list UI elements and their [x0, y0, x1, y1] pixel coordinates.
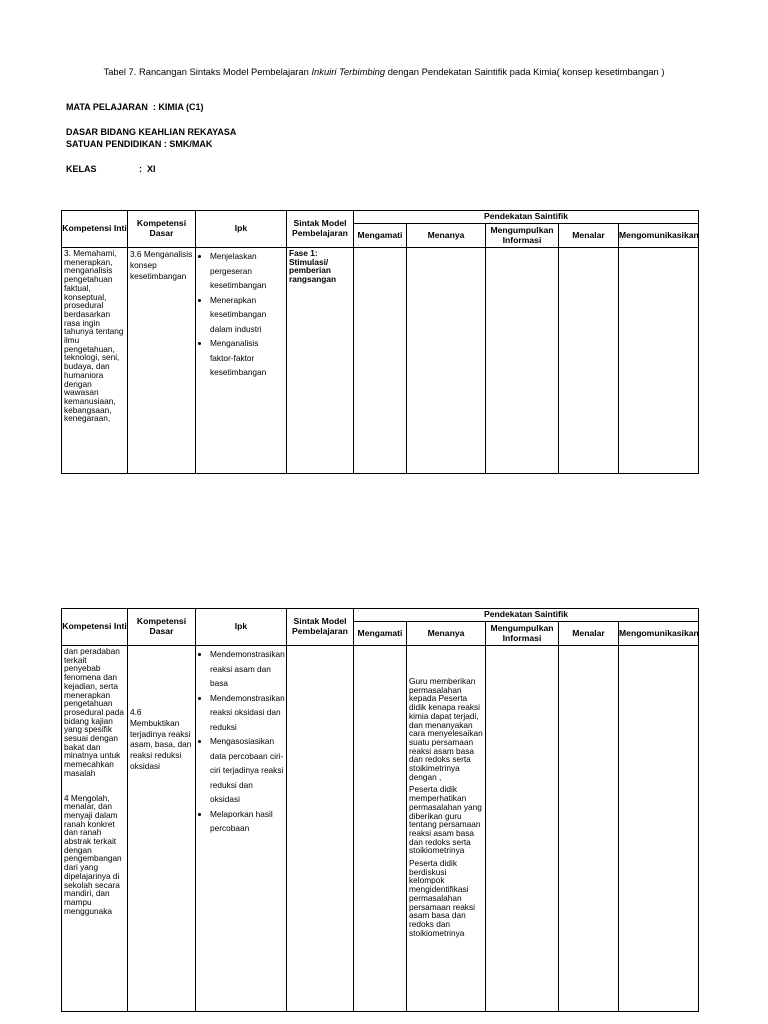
header-mengomunikasikan: Mengomunikasikan [619, 224, 699, 248]
header-pendekatan-saintifik: Pendekatan Saintifik [354, 609, 699, 622]
ipk-item: • Mengasosiasikan data percobaan ciri-ciri terjadinya reaksi reduksi dan oksidasi [210, 734, 284, 807]
ki-text-a: dan peradaban terkait penyebab fenomena dan kejadian, serta menerapkan pengetahuan prosedural pada bidang kajian yang spesifik sesuai dengan bakat dan minatnya untuk memecahkan masalah [64, 646, 124, 778]
kelas: KELAS : XI [66, 164, 156, 174]
ki-text-b: 4 Mengolah, menalar, dan menyaji dalam ranah konkret dan ranah abstrak terkait dengan pengembangan dari yang dipelajarinya di sekolah secara mandiri, dan mampu menggunaka [64, 792, 122, 916]
ki-cell: 3. Memahami, menerapkan, menganalisis pengetahuan faktual, konseptual, prosedural berdasarkan rasa ingin tahunya tentang ilmu pengetahuan, teknologi, seni, budaya, dan humaniora dengan wawasan kemanusiaan, kebangsaan, kenegaraan, [62, 248, 128, 474]
kd-cell: 3.6 Menganalisis konsep kesetimbangan [128, 248, 196, 474]
ipk-cell [196, 248, 287, 474]
ipk-item: • Menjelaskan pergeseran kesetimbangan [210, 249, 284, 293]
header-menanya: Menanya [407, 622, 486, 646]
header-kompetensi-dasar: Kompetensi Dasar [128, 609, 196, 646]
ki-cell [62, 646, 128, 1012]
mengamati-cell [354, 248, 407, 474]
header-mengamati: Mengamati [354, 224, 407, 248]
satuan-pendidikan: SATUAN PENDIDIKAN : SMK/MAK [66, 139, 213, 149]
kd-text: 4.6 Membuktikan terjadinya reaksi asam, basa, dan reaksi reduksi oksidasi [130, 707, 192, 771]
menanya-cell [407, 646, 486, 1012]
header-mengumpulkan: Mengumpulkan Informasi [486, 622, 559, 646]
sintak-cell [287, 646, 354, 1012]
header-sintak: Sintak Model Pembelajaran [287, 211, 354, 248]
sintak-fase-text: Stimulasi/ pemberian rangsangan [289, 256, 337, 285]
mata-pelajaran: MATA PELAJARAN : KIMIA (C1) [66, 102, 204, 112]
caption-italic: Inkuiri Terbimbing [311, 66, 386, 77]
sintaks-table-1 [61, 210, 699, 474]
header-kompetensi-dasar: Kompetensi Dasar [128, 211, 196, 248]
ipk-item: • Mendemonstrasikan reaksi asam dan basa [210, 647, 284, 691]
table-caption [0, 66, 768, 77]
sintak-fase-label: Fase 1: [289, 248, 318, 258]
header-menanya: Menanya [407, 224, 486, 248]
dasar-bidang: DASAR BIDANG KEAHLIAN REKAYASA [66, 127, 237, 137]
header-ipk: Ipk [196, 609, 287, 646]
caption-post: dengan Pendekatan Saintifik pada Kimia( konsep kesetimbangan ) [385, 66, 665, 77]
header-ipk: Ipk [196, 211, 287, 248]
caption-pre: Tabel 7. Rancangan Sintaks Model Pembelajaran [103, 66, 312, 77]
menalar-cell [559, 248, 619, 474]
header-mengomunikasikan: Mengomunikasikan [619, 622, 699, 646]
header-mengamati: Mengamati [354, 622, 407, 646]
ipk-item: • Menerapkan kesetimbangan dalam industri [210, 293, 284, 337]
menanya-cell [407, 248, 486, 474]
menalar-cell [559, 646, 619, 1012]
menanya-paragraph: Peserta didik berdiskusi kelompok mengidentifikasi permasalahan persamaan reaksi asam basa dan redoks dan stoikiometrinya [409, 858, 475, 938]
mengamati-cell [354, 646, 407, 1012]
mengomunikasikan-cell [619, 646, 699, 1012]
header-kompetensi-inti: Kompetensi Inti [62, 609, 128, 646]
header-menalar: Menalar [559, 224, 619, 248]
menanya-paragraph: Peserta didik memperhatikan permasalahan yang diberikan guru tentang persamaan reaksi asam basa dan redoks serta stoikiometrinya [409, 784, 482, 856]
ipk-item: • Mendemonstrasikan reaksi oksidasi dan reduksi [210, 691, 284, 735]
menanya-paragraph: Guru memberikan permasalahan kepada Peserta didik kenapa reaksi kimia dapat terjadi, dan menanyakan cara menyelesaikan suatu persamaan reaksi asam basa dan redoks serta stoikimetrinya dengan , [409, 676, 483, 782]
header-mengumpulkan: Mengumpulkan Informasi [486, 224, 559, 248]
mengumpulkan-cell [486, 646, 559, 1012]
ipk-cell [196, 646, 287, 1012]
header-kompetensi-inti: Kompetensi Inti [62, 211, 128, 248]
mengumpulkan-cell [486, 248, 559, 474]
sintaks-table-2 [61, 608, 699, 1012]
sintak-cell [287, 248, 354, 474]
header-menalar: Menalar [559, 622, 619, 646]
ipk-item: • Melaporkan hasil percobaan [210, 807, 284, 836]
ipk-item: • Menganalisis faktor-faktor kesetimbangan [210, 336, 284, 380]
header-pendekatan-saintifik: Pendekatan Saintifik [354, 211, 699, 224]
mengomunikasikan-cell [619, 248, 699, 474]
kd-cell [128, 646, 196, 1012]
header-sintak: Sintak Model Pembelajaran [287, 609, 354, 646]
